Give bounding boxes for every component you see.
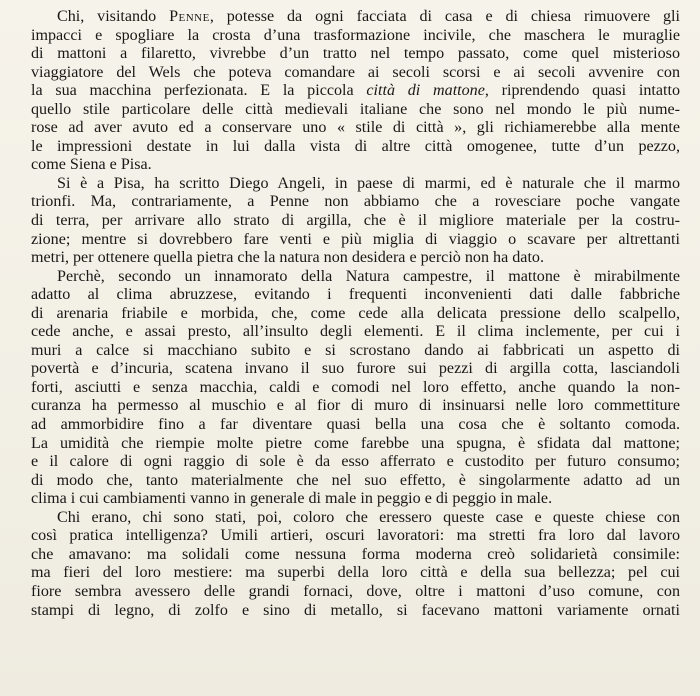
text-line [31, 27, 680, 46]
text-run: metri, per ottenere quella pietra che la natura non desidera e perciò non ha dato. [31, 249, 544, 267]
text-run: che amavano: ma solidali come nessuna forma moderna creò solidarietà consimile: [31, 545, 680, 563]
text-line [31, 249, 680, 268]
text-line [31, 435, 680, 454]
paragraph [31, 509, 680, 620]
text-line [31, 193, 680, 212]
text-line [31, 397, 680, 416]
text-line [31, 305, 680, 324]
text-line [31, 416, 680, 435]
text-run: ad ammorbidire fino a far diventare quasi bella una cosa che è soltanto comoda. [31, 416, 680, 434]
text-line [31, 360, 680, 379]
text-run: Si è a Pisa, ha scritto Diego Angeli, in paese di marmi, ed è naturale che il marmo [57, 174, 680, 192]
text-run: viaggiatore del Wels che poteva comandare ai secoli scorsi e ai secoli avvenire con [31, 63, 680, 81]
text-line [31, 119, 680, 138]
text-run: ma fieri del loro mestiere: ma superbi della loro città e della sua bellezza; pel cui [31, 564, 680, 582]
text-run: di arenaria friabile e morbida, che, come cede alla delicata pressione dello scalpello, [31, 304, 680, 322]
text-line [31, 138, 680, 157]
text-run: clima i cui cambiamenti vanno in generale di male in peggio e di peggio in male. [31, 490, 553, 508]
text-run: , riprendendo quasi intatto [484, 82, 680, 100]
italic-text: città di mattone [366, 82, 485, 100]
text-line [31, 231, 680, 250]
text-run: La umidità che riempie molte pietre come farebbe una spugna, è sfidata dal mattone; [31, 434, 680, 452]
text-run: rose ad aver avuto ed a conservare uno « stile di città », gli richiamerebbe alla mente [31, 119, 680, 137]
text-line [31, 602, 680, 621]
text-line [31, 490, 680, 509]
text-line [31, 268, 680, 287]
text-run: le impressioni destate in lui dalla vista di altre città omogenee, tutte d’un pezzo, [31, 137, 680, 155]
text-run: adatto al clima abruzzese, evitando i frequenti inconvenienti dati dalle fabbriche [31, 286, 680, 304]
text-run: cede anche, e assai presto, all’insulto degli elementi. E il clima inclemente, per cui i [31, 323, 680, 341]
text-run: zione; mentre si dovrebbero fare venti e più miglia di viaggio o scavare per altrettanti [31, 230, 680, 248]
text-run: di terra, per arrivare allo strato di argilla, che è il migliore materiale per la costru- [31, 212, 680, 230]
text-run: impacci e spogliare la crosta d’una trasformazione incivile, che maschera le muraglie [31, 26, 680, 44]
text-run: quello stile particolare delle città medievali italiane che sono nel mondo le più nume- [31, 100, 680, 118]
text-line [31, 8, 680, 27]
text-line [31, 379, 680, 398]
text-run: trionfi. Ma, contrariamente, a Penne non abbiamo che a rovesciare poche vangate [31, 193, 680, 211]
text-line [31, 509, 680, 528]
text-run: stampi di legno, di zolfo e sino di metallo, si facevano mattoni variamente ornati [31, 601, 680, 619]
text-run: , potesse da ogni facciata di casa e di chiesa rimuovere gli [209, 8, 680, 25]
text-line [31, 156, 680, 175]
text-line [31, 323, 680, 342]
text-run: muri a calce si macchiano subito e si scrostano dando ai fabbricati un aspetto di [31, 341, 680, 359]
text-line [31, 453, 680, 472]
text-line [31, 212, 680, 231]
text-line [31, 564, 680, 583]
text-line [31, 175, 680, 194]
text-run: forti, asciutti e senza macchia, caldi e comodi nel loro effetto, anche quando la non- [31, 378, 680, 396]
text-run: come Siena e Pisa. [31, 156, 152, 174]
text-run: Chi erano, chi sono stati, poi, coloro che eressero queste case e queste chiese con [57, 508, 680, 526]
text-line [31, 546, 680, 565]
body-text [31, 8, 680, 620]
text-line [31, 82, 680, 101]
text-line [31, 101, 680, 120]
text-run: di modo che, tanto materialmente che nel suo effetto, è singolarmente adatto ad un [31, 471, 680, 489]
text-run: la sua macchina perfezionata. E la piccola [31, 82, 367, 100]
text-run: povertà e d’incuria, scatena invano il suo furore sui pezzi di argilla cotta, lasciandoli [31, 360, 680, 378]
text-line [31, 64, 680, 83]
text-run: così pratica intelligenza? Umili artieri, oscuri lavoratori: ma stretti fra loro dal lavoro [31, 527, 680, 545]
text-run: e il calore di ogni raggio di sole è da esso afferrato e custodito per futuro consumo; [31, 453, 680, 471]
text-run: Chi, visitando [57, 8, 170, 25]
paragraph [31, 268, 680, 509]
text-line [31, 583, 680, 602]
paragraph [31, 8, 680, 175]
text-run: di mattoni a filaretto, vivrebbe d’un tratto nel tempo passato, come quel misterioso [31, 45, 680, 63]
text-line [31, 472, 680, 491]
paragraph [31, 175, 680, 268]
text-line [31, 342, 680, 361]
text-run: curanza ha permesso al muschio e al fior di muro di insinuarsi nelle loro commettiture [31, 397, 680, 415]
small-caps-text: Penne [169, 8, 210, 25]
text-line [31, 286, 680, 305]
text-line [31, 45, 680, 64]
text-run: fiore sembra avessero delle grandi fornaci, dove, oltre i mattoni d’uso comune, con [31, 582, 680, 600]
text-run: Perchè, secondo un innamorato della Natura campestre, il mattone è mirabilmente [57, 267, 680, 285]
text-line [31, 527, 680, 546]
